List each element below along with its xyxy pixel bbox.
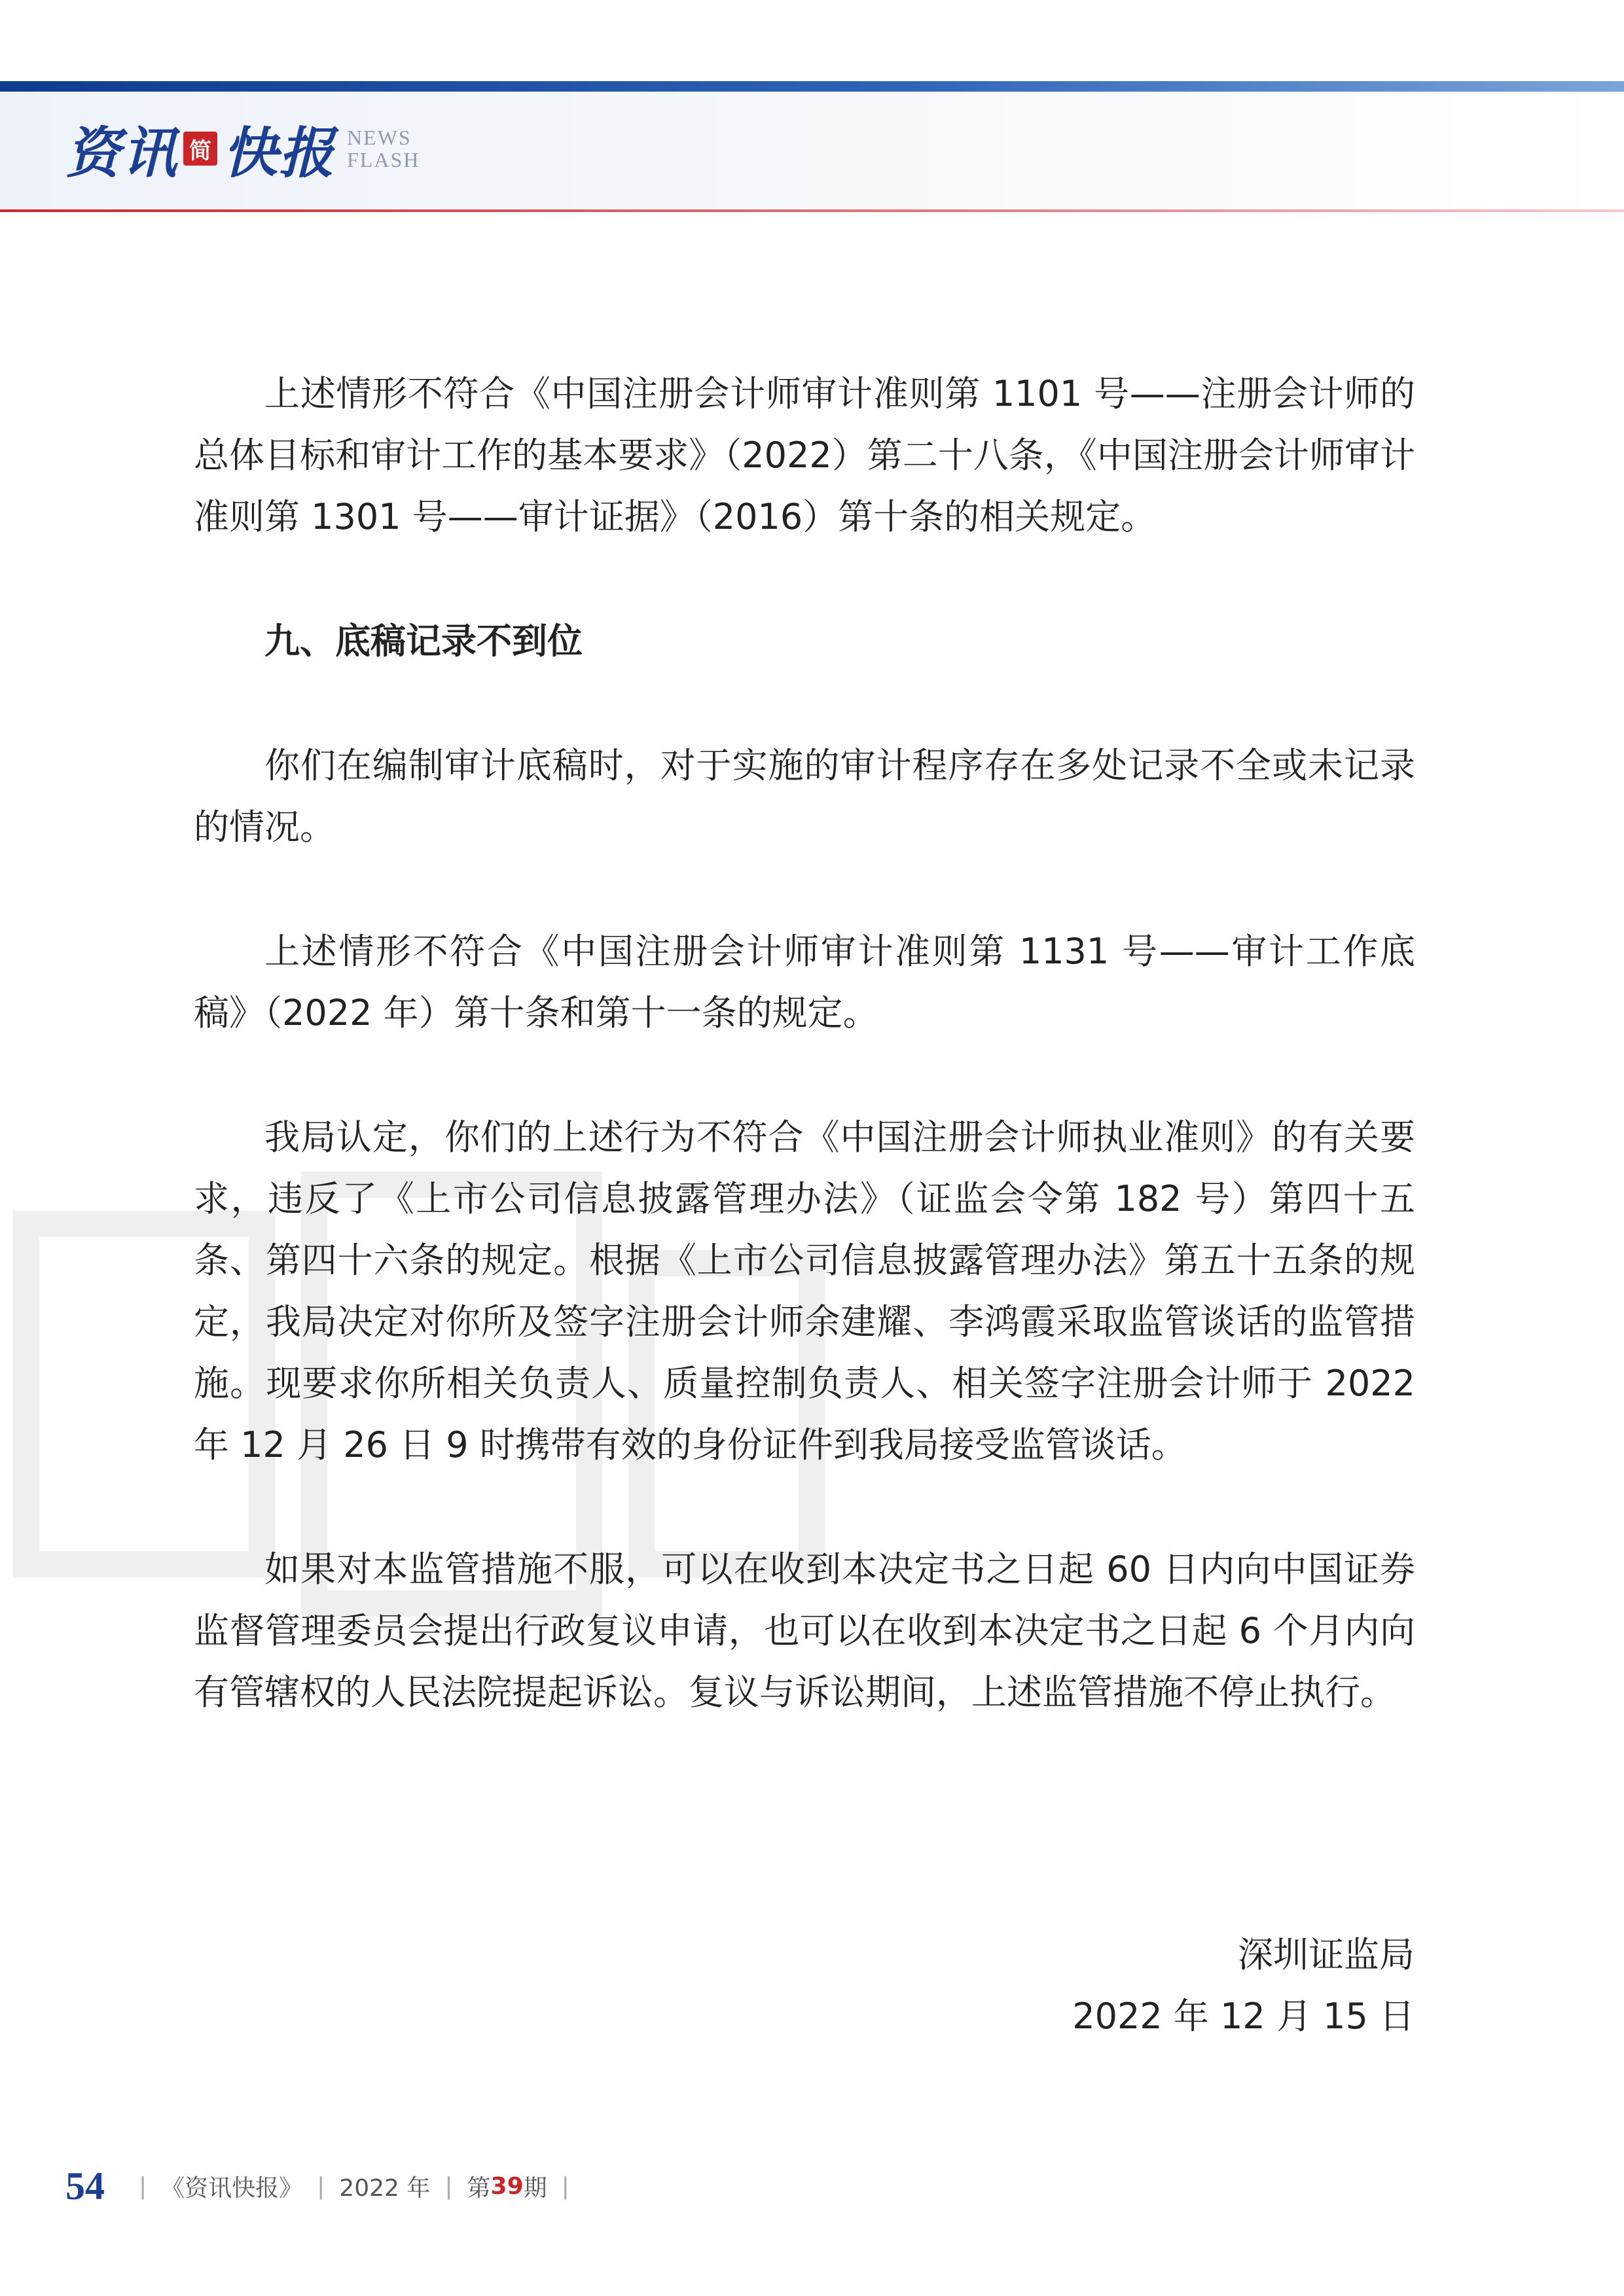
logo-english-line2: FLASH [347,148,420,171]
footer-issue-prefix: 第 [467,2174,491,2202]
footer-divider: | [561,2172,569,2200]
paragraph-2: 你们在编制审计底稿时，对于实施的审计程序存在多处记录不全或未记录的情况。 [194,745,1415,848]
paragraph-4: 我局认定，你们的上述行为不符合《中国注册会计师执业准则》的有关要求，违反了《上市公司信息披露管理办法》（证监会令第 182 号）第四十五条、第四十六条的规定。根据《上市公司信息披露管理办法》第五十五条的规定，我局决定对你所及签字注册会计师余建耀、李鸿霞采取监管谈话的监管措施。现要求你所相关负责人、质量控制负责人、相关签字注册会计师于 2022 年 12 月 26 日 9 时携带有效的身份证件到我局接受监管谈话。 [194,1117,1415,1465]
logo-text-right: 快报 [223,120,336,185]
section-heading-9: 九、底稿记录不到位 [264,620,583,662]
document-body [194,363,1415,1786]
page-number: 54 [65,2164,105,2208]
signature-date: 2022 年 12 月 15 日 [1072,1996,1415,2037]
paragraph-1: 上述情形不符合《中国注册会计师审计准则第 1101 号——注册会计师的总体目标和审计工作的基本要求》（2022）第二十八条，《中国注册会计师审计准则第 1301 号——审计证据》（2016）第十条的相关规定。 [194,373,1415,537]
signature-org: 深圳证监局 [1238,1934,1415,1975]
footer-divider: | [317,2172,325,2200]
logo-seal-icon: 简 [183,132,217,166]
signature-block [1072,1924,1415,2047]
logo-english [347,126,420,171]
page-footer [65,2160,584,2212]
footer-issue-suffix: 期 [523,2174,547,2202]
footer-publication: 《资讯快报》 [161,2174,303,2202]
footer-divider: | [444,2172,453,2200]
paragraph-5: 如果对本监管措施不服，可以在收到本决定书之日起 60 日内向中国证券监督管理委员会提出行政复议申请，也可以在收到本决定书之日起 6 个月内向有管辖权的人民法院提起诉讼。复议与诉讼期间，上述监管措施不停止执行。 [194,1549,1415,1713]
header-top-bar [0,81,1624,92]
logo-english-line1: NEWS [347,126,412,149]
paragraph-3: 上述情形不符合《中国注册会计师审计准则第 1131 号——审计工作底稿》（2022 年）第十条和第十一条的规定。 [194,931,1415,1033]
footer-year: 2022 年 [339,2174,431,2202]
logo-text-left: 资讯 [65,120,179,185]
publication-logo [65,113,420,185]
footer-divider: | [139,2172,147,2200]
footer-issue-number: 39 [490,2172,524,2200]
header-red-rule [0,209,1624,212]
